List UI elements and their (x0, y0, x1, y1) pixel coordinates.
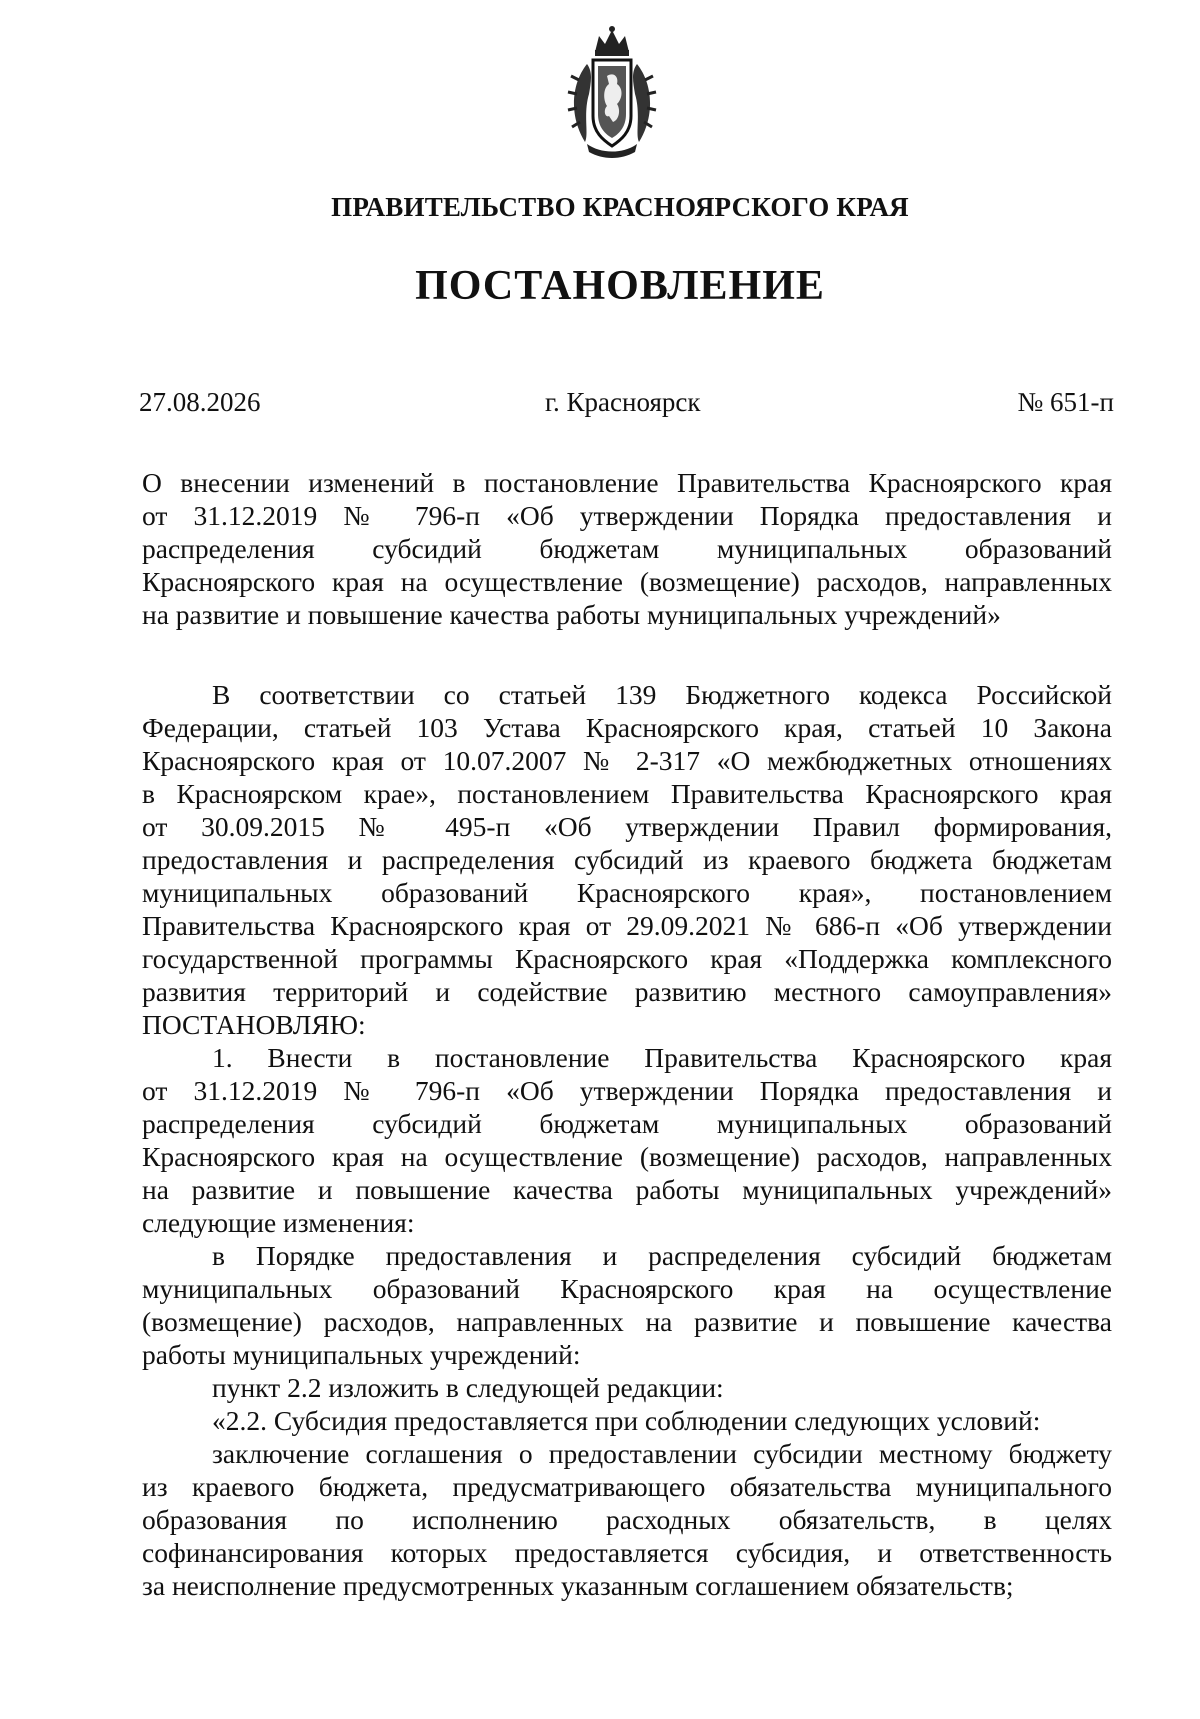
body-line: от 31.12.2019 № 796-п «Об утверждении Порядка предоставления и (142, 1075, 1112, 1106)
body-line: ПОСТАНОВЛЯЮ: (142, 1009, 366, 1040)
body-line: пункт 2.2 изложить в следующей редакции: (212, 1372, 724, 1403)
body-line: государственной программы Красноярского края «Поддержка комплексного (142, 943, 1112, 974)
body-line: из краевого бюджета, предусматривающего обязательства муниципального (142, 1471, 1112, 1502)
document-date: 27.08.2026 (139, 387, 261, 417)
body-line: Красноярского края на осуществление (возмещение) расходов, направленных (142, 1141, 1112, 1172)
body-line: В соответствии со статьей 139 Бюджетного кодекса Российской (212, 679, 1112, 710)
body-line: Федерации, статьей 103 Устава Красноярского края, статьей 10 Закона (142, 712, 1112, 743)
organization-heading: ПРАВИТЕЛЬСТВО КРАСНОЯРСКОГО КРАЯ (331, 192, 909, 222)
body-line: в Красноярском крае», постановлением Правительства Красноярского края (142, 778, 1112, 809)
body-line: следующие изменения: (142, 1207, 415, 1238)
body-line: заключение соглашения о предоставлении субсидии местному бюджету (212, 1438, 1112, 1469)
body-line: от 30.09.2015 № 495-п «Об утверждении Правил формирования, (142, 811, 1112, 842)
body-line: в Порядке предоставления и распределения субсидий бюджетам (212, 1240, 1112, 1271)
document-type-heading: ПОСТАНОВЛЕНИЕ (415, 263, 825, 309)
body-line: работы муниципальных учреждений: (142, 1339, 581, 1370)
document-city: г. Красноярск (545, 387, 701, 417)
title-line: на развитие и повышение качества работы муниципальных учреждений» (142, 599, 1001, 630)
body-line: за неисполнение предусмотренных указанным соглашением обязательств; (142, 1570, 1014, 1601)
body-line: Правительства Красноярского края от 29.09.2021 № 686-п «Об утверждении (142, 910, 1112, 941)
document-number: № 651-п (1017, 387, 1114, 417)
body-line: (возмещение) расходов, направленных на развитие и повышение качества (142, 1306, 1112, 1337)
body-line: распределения субсидий бюджетам муниципальных образований (142, 1108, 1112, 1139)
body-line: на развитие и повышение качества работы муниципальных учреждений» (142, 1174, 1112, 1205)
body-line: 1. Внести в постановление Правительства Красноярского края (212, 1042, 1112, 1073)
body-line: предоставления и распределения субсидий из краевого бюджета бюджетам (142, 844, 1112, 875)
coat-of-arms-emblem (565, 24, 659, 162)
body-line: муниципальных образований Красноярского края», постановлением (142, 877, 1112, 908)
document-body (142, 678, 1112, 1602)
body-line: «2.2. Субсидия предоставляется при соблюдении следующих условий: (212, 1405, 1041, 1436)
title-line: О внесении изменений в постановление Правительства Красноярского края (142, 467, 1112, 498)
title-line: Красноярского края на осуществление (возмещение) расходов, направленных (142, 566, 1112, 597)
body-line: софинансирования которых предоставляется субсидия, и ответственность (142, 1537, 1112, 1568)
title-line: от 31.12.2019 № 796-п «Об утверждении Порядка предоставления и (142, 500, 1112, 531)
body-line: муниципальных образований Красноярского края на осуществление (142, 1273, 1112, 1304)
body-line: образования по исполнению расходных обязательств, в целях (142, 1504, 1112, 1535)
document-title (142, 466, 1112, 631)
body-line: Красноярского края от 10.07.2007 № 2-317 «О межбюджетных отношениях (142, 745, 1112, 776)
title-line: распределения субсидий бюджетам муниципальных образований (142, 533, 1112, 564)
body-line: развития территорий и содействие развитию местного самоуправления» (142, 976, 1112, 1007)
